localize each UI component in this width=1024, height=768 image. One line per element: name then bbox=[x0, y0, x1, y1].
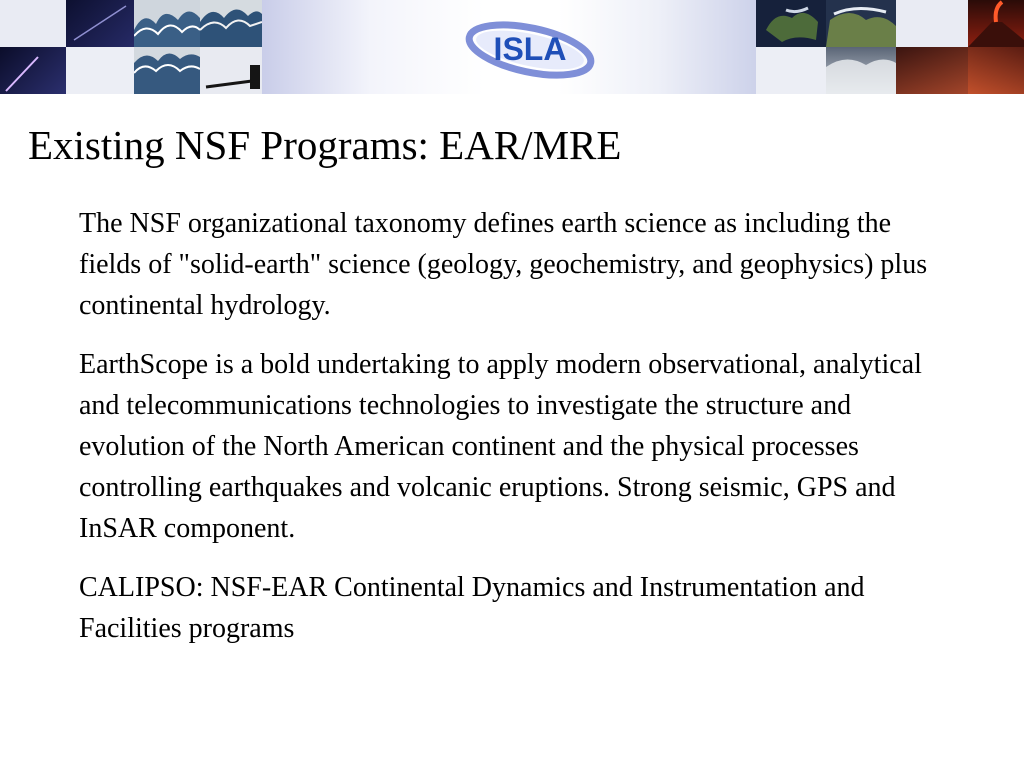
banner-tile-light bbox=[896, 0, 968, 47]
banner-tile-light bbox=[66, 47, 134, 94]
banner-tile-wave bbox=[200, 0, 262, 47]
body-paragraph: The NSF organizational taxonomy defines earth science as including the fields of "solid-earth" science (geology, geochemistry, and geophysics) plus continental hydrology. bbox=[79, 208, 928, 321]
banner-tile-lava bbox=[896, 47, 968, 94]
banner-tile-earth bbox=[826, 0, 896, 47]
banner-tile-light bbox=[756, 47, 826, 94]
banner-tile-storm bbox=[826, 47, 896, 94]
body-paragraph: EarthScope is a bold undertaking to apply modern observational, analytical and telecommunications technologies to investigate the structure and evolution of the North American continent and the physical processes controlling earthquakes and volcanic eruptions. Strong seismic, GPS and InSAR component. bbox=[79, 349, 922, 544]
slide-body bbox=[79, 203, 959, 667]
header-banner bbox=[0, 0, 1024, 94]
banner-tile-light bbox=[0, 0, 66, 47]
body-paragraph: CALIPSO: NSF-EAR Continental Dynamics and Instrumentation and Facilities programs bbox=[79, 572, 865, 644]
banner-tile-meteor bbox=[0, 47, 66, 94]
slide-title: Existing NSF Programs: EAR/MRE bbox=[28, 122, 622, 168]
isla-logo bbox=[463, 12, 598, 82]
svg-text:ISLA: ISLA bbox=[493, 31, 567, 67]
banner-tile-instrument bbox=[200, 47, 262, 94]
banner-tile-lava bbox=[968, 47, 1024, 94]
banner-tile-wave bbox=[134, 0, 200, 47]
banner-tile-meteor bbox=[66, 0, 134, 47]
banner-tile-volcano bbox=[968, 0, 1024, 47]
banner-tile-wave bbox=[134, 47, 200, 94]
banner-tile-earth bbox=[756, 0, 826, 47]
